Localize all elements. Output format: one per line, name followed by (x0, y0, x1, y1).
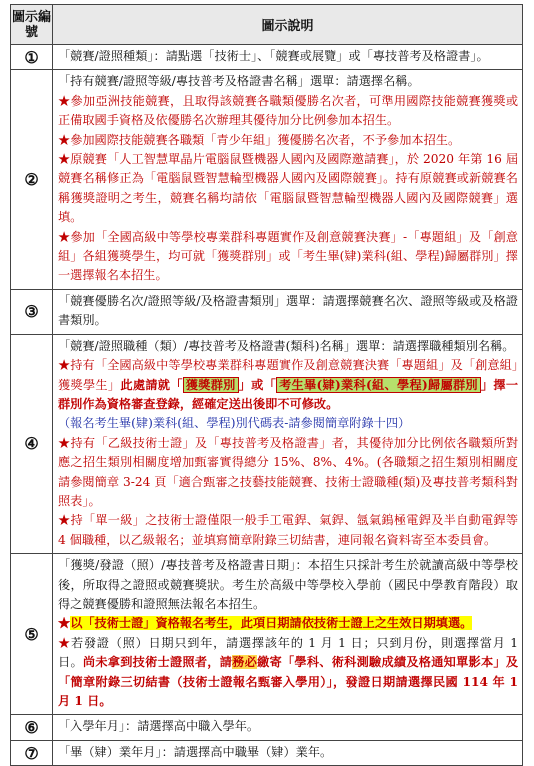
note-item: ★參加亞洲技能競賽，且取得該競賽各職類優勝名次者，可準用國際技能競賽獲獎或正備取國手資格及依優勝名次辦理其優待加分比例參加本招生。 (58, 93, 519, 128)
note-item: ★持有「全國高級中等學校專業群科專題實作及創意競賽決賽「專題組」及「創意組」獲獎學生」此處請就「 獲獎群別 」或「 考生畢(肄)業科(組、學程)歸屬群別 」擇一群別作為資格審查登錄，經確定送出後即不可修改。 (58, 358, 519, 411)
row-number: ① (11, 45, 53, 70)
must-highlight: 務必 (232, 655, 258, 670)
table-row (11, 334, 523, 553)
star-icon: ★ (58, 152, 71, 167)
row-text: 「競賽優勝名次/證照等級/及格證書類別」選單：請選擇競賽名次、證照等級或及格證書類別。 (58, 293, 518, 328)
row-description (53, 70, 523, 289)
row-number: ⑤ (11, 554, 53, 715)
table-row (11, 70, 523, 289)
star-icon: ★ (58, 435, 71, 450)
row-description (53, 289, 523, 334)
star-icon: ★ (58, 93, 71, 108)
reference-note: （報名考生畢(肄)業科(組、學程)別代碼表-請參閱簡章附錄十四） (58, 416, 411, 431)
row-text: 「畢（肄）業年月」：請選擇高中職畢（肄）業年。 (58, 744, 333, 759)
note-item (58, 614, 518, 633)
row-text: 「競賽/證照種類」：請點選「技術士」、「競賽或展覽」或「專技普考及格證書」。 (58, 49, 489, 63)
group-highlight: 考生畢(肄)業科(組、學程)歸屬群別 (276, 377, 481, 393)
table-row (11, 289, 523, 334)
table-row (11, 715, 523, 740)
header-description: 圖示說明 (53, 5, 523, 45)
row-description (53, 554, 523, 715)
star-icon: ★ (58, 635, 71, 650)
row-intro: 「競賽/證照職種（類）/專技普考及格證書(類科)名稱」選單：請選擇職種類別名稱。 (58, 338, 515, 353)
star-icon: ★ (58, 513, 71, 528)
note-item: ★持有「乙級技術士證」及「專技普考及格證書」者，其優待加分比例依各職類所對應之招生類別相關度增加甄審實得總分 15%、8%、4%。(各職類之招生類別相關度請參閱簡章 3-24 頁「適合甄審之技藝技能競賽、技術士證職種(類)及專技普考類科對照表」。 (58, 435, 519, 508)
table-row (11, 740, 523, 765)
date-highlight: 以「技術士證」資格報名考生，此項日期請依技術士證上之生效日期填選。 (70, 616, 473, 631)
row-description (53, 740, 523, 765)
star-icon: ★ (58, 616, 71, 631)
row-description (53, 715, 523, 740)
group-highlight: 獲獎群別 (183, 377, 239, 393)
row-description (53, 45, 523, 70)
table-header-row (11, 5, 523, 45)
row-intro: 「獲獎/發證（照）/專技普考及格證書日期」：本招生只採計考生於就讀高級中等學校後，所取得之證照或競賽獎狀。考生於高級中等學校入學前（國民中學教育階段）取得之競賽優勝和證照無法報名本招生。 (58, 558, 518, 611)
star-icon: ★ (58, 229, 71, 244)
table-row (11, 45, 523, 70)
instruction-table (10, 4, 523, 766)
row-number: ⑥ (11, 715, 53, 740)
header-number: 圖示編號 (11, 5, 53, 45)
row-number: ③ (11, 289, 53, 334)
row-number: ④ (11, 334, 53, 553)
row-number: ② (11, 70, 53, 289)
row-description (53, 334, 523, 553)
row-number: ⑦ (11, 740, 53, 765)
table-row (11, 554, 523, 715)
star-icon: ★ (58, 358, 71, 373)
note-item: ★若發證（照）日期只到年，請選擇該年的 1 月 1 日；只到月份，則選擇當月 1 日。尚未拿到技術士證照者，請務必繳寄「學科、術科測驗成績及格通知單影本」及「簡章附錄三切結書（技術士證報名甄審入學用）」，發證日期請選擇民國 114 年 1 月 1 日。 (58, 635, 519, 708)
note-item: ★持「單一級」之技術士證僅限一般手工電銲、氣銲、氬氣鎢極電銲及半自動電銲等 4 個職種，以乙級報名；並填寫簡章附錄三切結書，連同報名資料寄至本委員會。 (58, 513, 519, 547)
note-item: ★參加國際技能競賽各職類「青少年組」獲優勝名次者，不予參加本招生。 (58, 132, 461, 147)
row-text: 「入學年月」：請選擇高中職入學年。 (58, 719, 260, 734)
note-item: ★參加「全國高級中等學校專業群科專題實作及創意競賽決賽」-「專題組」及「創意組」各組獲獎學生，均可就「獲獎群別」或「考生畢(肄)業科(組、學程)歸屬群別」擇一選擇報名本招生。 (58, 229, 518, 283)
instruction-table-container (10, 4, 523, 766)
row-intro: 「持有競賽/證照等級/專技普考及格證書名稱」選單：請選擇名稱。 (58, 74, 420, 89)
star-icon: ★ (58, 132, 71, 147)
note-item: ★原競賽「人工智慧單晶片電腦鼠暨機器人國內及國際邀請賽」，於 2020 年第 16 屆競賽名稱修正為「電腦鼠暨智慧輪型機器人國內及國際競賽」。持有原競賽或新競賽名稱獲獎證明之考生，競賽名稱均請依「電腦鼠暨智慧輪型機器人國內及國際競賽」選填。 (58, 152, 519, 225)
